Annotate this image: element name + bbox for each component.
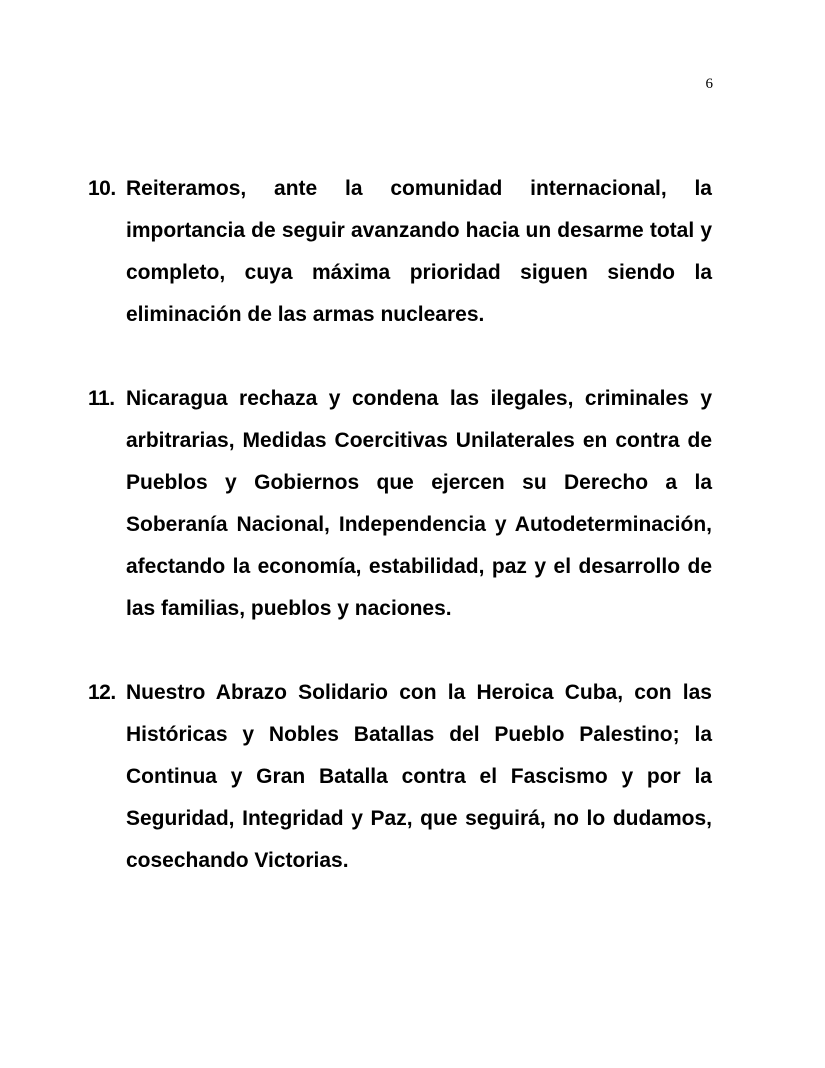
item-number: 11.: [88, 387, 115, 410]
item-number: 10.: [88, 177, 116, 200]
list-item: [88, 168, 712, 336]
page-number: 6: [705, 76, 713, 92]
item-text: Reiteramos, ante la comunidad internacional, la importancia de seguir avanzando hacia un desarme total y completo, cuya máxima prioridad siguen siendo la eliminación de las armas nucleares.: [126, 177, 712, 326]
numbered-list: [88, 168, 712, 924]
item-text: Nuestro Abrazo Solidario con la Heroica Cuba, con las Históricas y Nobles Batallas del Pueblo Palestino; la Continua y Gran Batalla contra el Fascismo y por la Seguridad, Integridad y Paz, que seguirá, no lo dudamos, cosechando Victorias.: [126, 681, 712, 872]
list-item: [88, 672, 712, 882]
list-item: [88, 378, 712, 630]
item-number: 12.: [88, 681, 116, 704]
item-text: Nicaragua rechaza y condena las ilegales, criminales y arbitrarias, Medidas Coercitivas Unilaterales en contra de Pueblos y Gobiernos que ejercen su Derecho a la Soberanía Nacional, Independencia y Autodeterminación, afectando la economía, estabilidad, paz y el desarrollo de las familias, pueblos y naciones.: [126, 387, 712, 620]
